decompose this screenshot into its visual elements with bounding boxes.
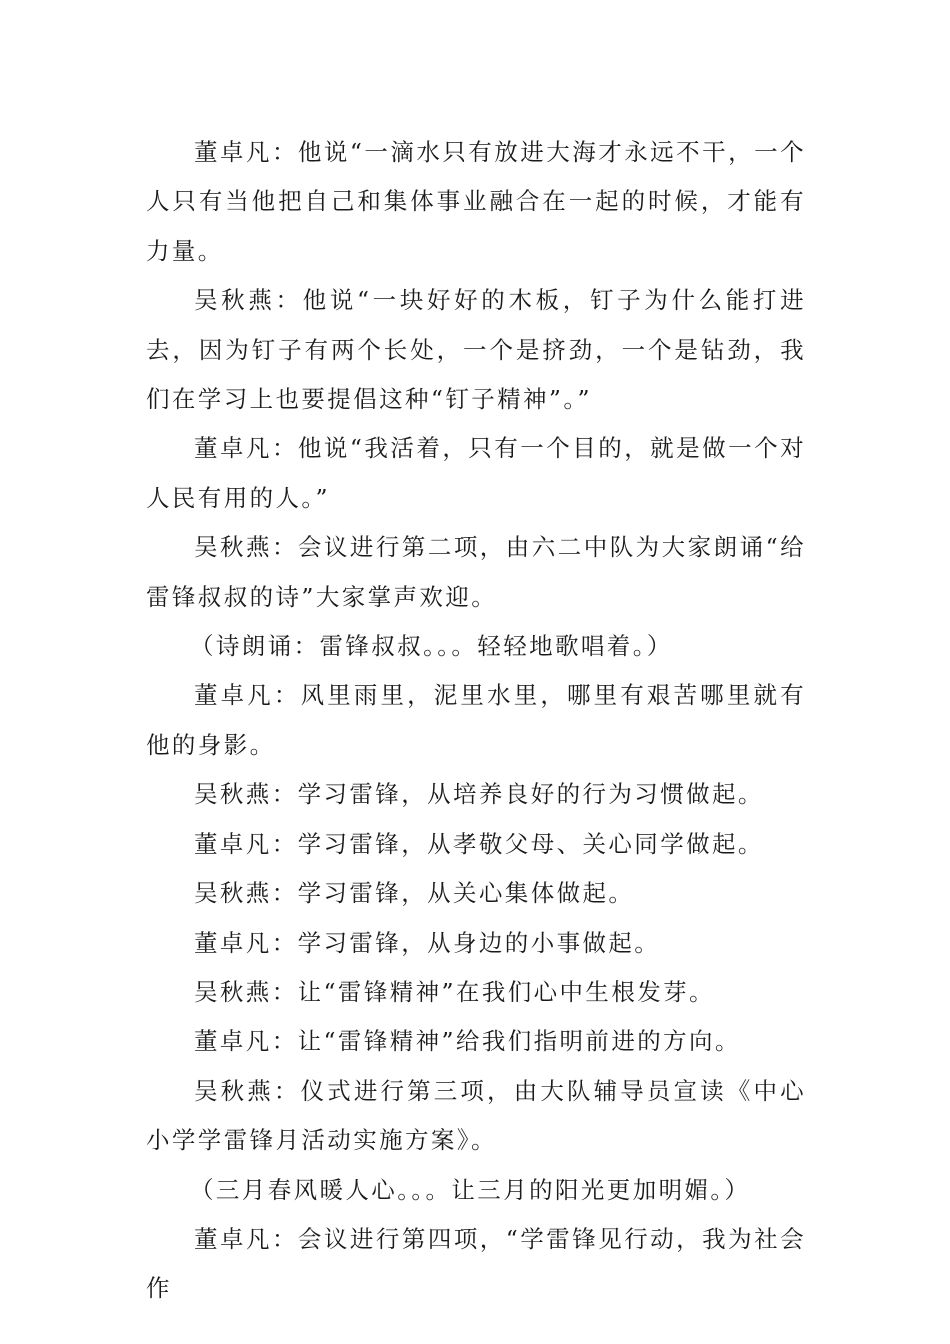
paragraph-13: 吴秋燕：仪式进行第三项，由大队辅导员宣读《中心小学学雷锋月活动实施方案》。 [146, 1076, 806, 1155]
paragraph-14-note: （三月春风暖人心。。。让三月的阳光更加明媚。） [190, 1175, 751, 1204]
paragraph-5-note: （诗朗诵：雷锋叔叔。。。轻轻地歌唱着。） [190, 632, 673, 661]
paragraph-6: 董卓凡：风里雨里，泥里水里，哪里有艰苦哪里就有他的身影。 [146, 681, 806, 759]
paragraph-1: 董卓凡：他说“一滴水只有放进大海才永远不干，一个人只有当他把自己和集体事业融合在一起的时候，才能有力量。 [146, 138, 806, 265]
paragraph-2: 吴秋燕：他说“一块好好的木板，钉子为什么能打进去，因为钉子有两个长处，一个是挤劲，一个是钻劲，我们在学习上也要提倡这种“钉子精神”。” [146, 286, 806, 414]
paragraph-10: 董卓凡：学习雷锋，从身边的小事做起。 [194, 928, 661, 957]
paragraph-7: 吴秋燕：学习雷锋，从培养良好的行为习惯做起。 [194, 780, 764, 809]
paragraph-15: 董卓凡：会议进行第四项，“学雷锋见行动，我为社会作 [146, 1224, 806, 1303]
document-body [146, 128, 806, 1314]
paragraph-9: 吴秋燕：学习雷锋，从关心集体做起。 [194, 879, 635, 908]
paragraph-3: 董卓凡：他说“我活着，只有一个目的，就是做一个对人民有用的人。” [146, 434, 806, 512]
paragraph-11: 吴秋燕：让“雷锋精神”在我们心中生根发芽。 [194, 977, 715, 1006]
paragraph-8: 董卓凡：学习雷锋，从孝敬父母、关心同学做起。 [194, 829, 764, 858]
paragraph-12: 董卓凡：让“雷锋精神”给我们指明前进的方向。 [194, 1027, 741, 1056]
paragraph-4: 吴秋燕：会议进行第二项，由六二中队为大家朗诵“给雷锋叔叔的诗”大家掌声欢迎。 [146, 533, 806, 611]
